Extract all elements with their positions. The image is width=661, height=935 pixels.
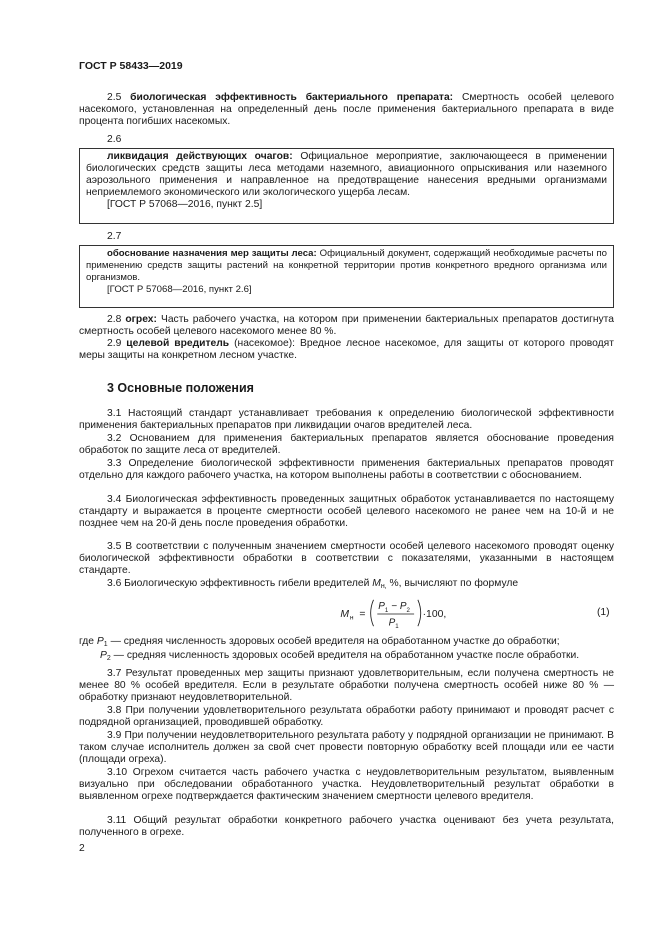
definition-text: Официальное мероприятие, заключающееся в применении биологических средств защиты леса методами наземного, авиационного опрыскивания или наземного аэрозольного применения и направленное на предотвращение нанесения вредными организмами неприемлемого экономического или экологического ущерба лесам. (86, 151, 607, 199)
definition-2-9 (79, 338, 614, 362)
where-line-2 (100, 650, 579, 665)
definition-2-5 (79, 92, 614, 128)
formula-p1: P (378, 601, 385, 613)
definition-term: биологическая эффективность бактериального препарата: (130, 92, 454, 103)
paragraph-3-1: 3.1 Настоящий стандарт устанавливает требования к определению биологической эффективности применения бактериальных препаратов при ликвидации очагов вредителей леса. (79, 408, 614, 432)
formula-lhs: M (340, 608, 350, 620)
formula-denominator: P (388, 617, 396, 629)
formula (333, 596, 533, 630)
where-subscript: 2 (106, 655, 111, 662)
paragraph-3-3: 3.3 Определение биологической эффективности применения бактериальных препаратов проводят отдельно для каждого рабочего участка, на котором выполнены работы в соответствии с обоснованием. (79, 458, 614, 482)
paragraph-3-10: 3.10 Огрехом считается часть рабочего участка с неудовлетворительным результатом, выявленным визуально при обследовании обработанного участка. Неудовлетворительный результат обработки в выявленном огрехе подтверждается фактическим значением смертности целевого вредителя. (79, 767, 614, 803)
definition-number: 2.6 (107, 134, 122, 145)
symbol: M (372, 578, 381, 589)
definition-term: целевой вредитель (126, 338, 230, 349)
where-text: — средняя численность здоровых особей вредителя на обработанном участке после обработки. (113, 650, 580, 661)
definition-number: 2.5 (107, 92, 122, 103)
definition-reference: [ГОСТ Р 57068—2016, пункт 2.5] (107, 199, 263, 211)
paragraph-3-5: 3.5 В соответствии с полученным значением смертности особей целевого насекомого проводят оценку биологической эффективности обработки в соответствии с показателями, указанными в настоящем стандарте. (79, 541, 614, 577)
paragraph-3-7: 3.7 Результат проведенных мер защиты признают удовлетворительным, если получена смертность не менее 80 % особей вредителя. Если в результате обработки получена смертность особей ниже 80 % — обработку признают неудовлетворительной. (79, 668, 614, 704)
paragraph-tail: %, вычисляют по формуле (389, 578, 519, 589)
formula-p1-subscript: 1 (384, 607, 389, 615)
definition-number: 2.7 (107, 231, 122, 242)
definition-text: Смертность особей целевого насекомого, установленная на определенный день после применения бактериального препарата в виде процента погибших насекомых. (79, 92, 614, 128)
definition-text: Официальный документ, содержащий необходимые расчеты по применению средств защиты растений на конкретной территории против конкретного вредного организма или организмов. (86, 248, 608, 284)
paragraph-3-8: 3.8 При получении удовлетворительного результата обработки работу принимают и проводят расчет с подрядной организацией, проводившей обработку. (79, 705, 614, 729)
formula-p2: P (399, 601, 407, 613)
where-symbol: P (96, 636, 104, 647)
definition-box-2-7 (79, 245, 614, 308)
paragraph-3-9: 3.9 При получении неудовлетворительного результата работу у подрядной организации не принимают. В таком случае исполнитель должен за свой счет провести повторную обработку всей площади или ее части (площади огреха). (79, 730, 614, 766)
section-title: 3 Основные положения (107, 381, 254, 395)
definition-text: Часть рабочего участка, на котором при применении бактериальных препаратов достигнута смертность особей целевого насекомого менее 80 %. (79, 314, 614, 338)
definition-number: 2.9 (107, 338, 122, 349)
where-text: — средняя численность здоровых особей вредителя на обработанном участке до обработки; (110, 636, 560, 647)
definition-term: огрех: (125, 314, 157, 325)
paragraph-3-6 (79, 578, 614, 593)
symbol-subscript: н, (380, 583, 387, 590)
document-header: ГОСТ Р 58433—2019 (79, 60, 183, 72)
definition-number: 2.8 (107, 314, 122, 325)
paragraph-3-4: 3.4 Биологическая эффективность проведенных защитных обработок устанавливается по настоящему стандарту и выражается в проценте смертности особей целевого насекомого не ранее чем на 10-й и не позднее чем на 20-й день после проведения обработки. (79, 494, 614, 530)
definition-text: (насекомое): Вредное лесное насекомое, для защиты от которого проводят меры защиты на конкретном лесном участке. (79, 338, 614, 362)
formula-p2-subscript: 2 (406, 607, 410, 615)
definition-term: ликвидация действующих очагов: (107, 151, 293, 162)
paragraph-text: 3.6 Биологическую эффективность гибели вредителей (107, 578, 370, 589)
formula-tail: ·100, (422, 608, 447, 620)
where-symbol: P (100, 650, 107, 661)
formula-number: (1) (597, 607, 610, 618)
right-paren-icon (418, 600, 421, 626)
definition-2-8 (79, 314, 614, 338)
paragraph-3-2: 3.2 Основанием для применения бактериальных препаратов является обоснование проведения обработок по защите леса от вредителей. (79, 433, 614, 457)
where-label: где (79, 636, 95, 647)
formula-minus: − (391, 601, 398, 613)
definition-term: обоснование назначения мер защиты леса: (107, 248, 317, 259)
page-number: 2 (79, 843, 85, 854)
formula-denominator-subscript: 1 (395, 623, 399, 630)
formula-equals: = (359, 608, 366, 620)
definition-reference: [ГОСТ Р 57068—2016, пункт 2.6] (107, 284, 252, 296)
definition-box-2-6 (79, 148, 614, 224)
formula-lhs-subscript: н (349, 614, 354, 622)
definition-2-6 (86, 151, 607, 199)
left-paren-icon (371, 600, 374, 626)
where-line-1 (79, 636, 560, 651)
where-subscript: 1 (103, 641, 108, 648)
paragraph-3-11: 3.11 Общий результат обработки конкретного рабочего участка оценивают без учета результата, полученного в огрехе. (79, 815, 614, 839)
definition-2-7 (86, 248, 607, 284)
